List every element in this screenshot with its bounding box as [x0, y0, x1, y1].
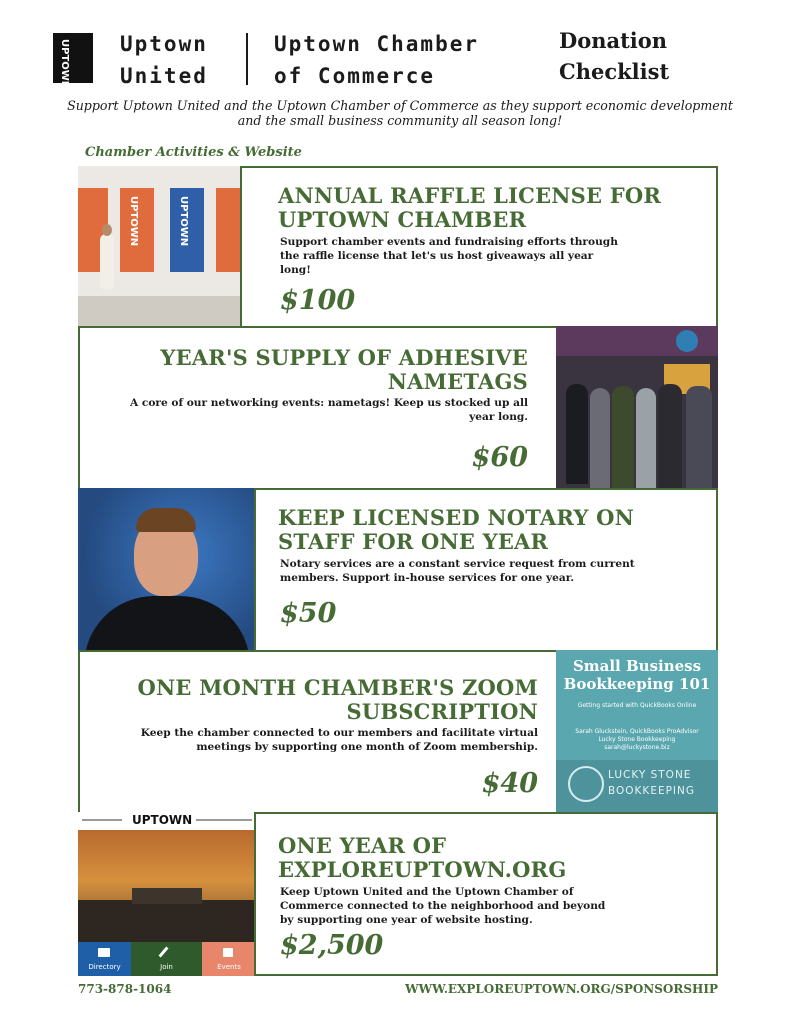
card-title-line2: Bookkeeping 101 — [563, 675, 711, 693]
calendar-icon — [223, 948, 233, 957]
item-raffle-license — [240, 166, 718, 328]
item-description: Keep Uptown United and the Uptown Chamber of Commerce connected to the neighborhood and beyond by supporting one year of website hosting. — [280, 886, 606, 926]
item-description: Keep the chamber connected to our members and facilitate virtual meetings by supporting one month of Zoom membership. — [140, 727, 538, 753]
org2-line2: of Commerce — [274, 64, 436, 88]
nav-events: Events — [217, 963, 241, 971]
card-subtitle: Getting started with QuickBooks Online — [577, 702, 697, 709]
card-title-line1: Small Business — [572, 657, 702, 675]
section-title: Chamber Activities & Website — [85, 145, 302, 160]
card-presenter-3: sarah@luckystone.biz — [604, 744, 670, 751]
item-title: YEAR'S SUPPLY OF ADHESIVE NAMETAGS — [160, 345, 528, 394]
lucky-stone-logo-icon — [568, 766, 604, 802]
site-logo: UPTOWN — [132, 813, 193, 827]
org1-line1: Uptown — [120, 32, 208, 56]
org1-line2: United — [120, 64, 208, 88]
item-title: KEEP LICENSED NOTARY ON STAFF FOR ONE YEAR — [278, 505, 635, 554]
nav-directory: Directory — [88, 963, 121, 971]
card-logo-line1: LUCKY STONE — [608, 769, 692, 781]
item-website — [254, 812, 718, 976]
item-title: ONE YEAR OF EXPLOREUPTOWN.ORG — [278, 833, 567, 882]
directory-icon — [98, 948, 110, 957]
item-description: A core of our networking events: nametags! Keep us stocked up all year long. — [130, 397, 528, 423]
org2-line1: Uptown Chamber — [274, 32, 480, 56]
item-price: $40 — [481, 768, 538, 799]
doc-title-line1: Donation — [559, 28, 668, 53]
card-presenter-1: Sarah Gluckstein, QuickBooks ProAdvisor — [575, 728, 699, 735]
item-nametags — [78, 326, 558, 490]
networking-group-photo — [556, 326, 718, 490]
uptown-logo — [53, 33, 93, 90]
notary-portrait — [78, 488, 256, 652]
item-price: $60 — [471, 442, 528, 473]
item-description: Notary services are a constant service request from current members. Support in-house services for one year. — [280, 558, 635, 584]
bookkeeping-card — [556, 650, 718, 814]
item-price: $2,500 — [280, 930, 384, 961]
logo-letters: UPTOWN — [59, 39, 70, 90]
card-logo-line2: BOOKKEEPING — [608, 785, 696, 797]
item-price: $50 — [280, 598, 337, 629]
tagline: Support Uptown United and the Uptown Chamber of Commerce as they support economic development and the small business community all season long! — [67, 98, 733, 128]
banner-text-2: UPTOWN — [128, 196, 139, 247]
item-zoom — [78, 650, 558, 814]
doc-title-line2: Checklist — [559, 59, 670, 84]
card-presenter-2: Lucky Stone Bookkeeping — [598, 736, 676, 743]
nav-join: Join — [160, 963, 173, 971]
item-title: ANNUAL RAFFLE LICENSE FOR UPTOWN CHAMBER — [278, 183, 662, 232]
banner-photo — [78, 166, 242, 328]
item-title: ONE MONTH CHAMBER'S ZOOM SUBSCRIPTION — [137, 675, 538, 724]
header-divider — [246, 33, 248, 85]
item-price: $100 — [280, 285, 356, 316]
item-notary — [254, 488, 718, 652]
website-screenshot — [78, 812, 256, 976]
footer-url[interactable]: WWW.EXPLOREUPTOWN.ORG/SPONSORSHIP — [405, 982, 718, 996]
footer-phone: 773-878-1064 — [78, 982, 172, 996]
item-description: Support chamber events and fundraising efforts through the raffle license that let's us host giveaways all year long! — [280, 236, 618, 276]
banner-text: UPTOWN — [178, 196, 189, 247]
